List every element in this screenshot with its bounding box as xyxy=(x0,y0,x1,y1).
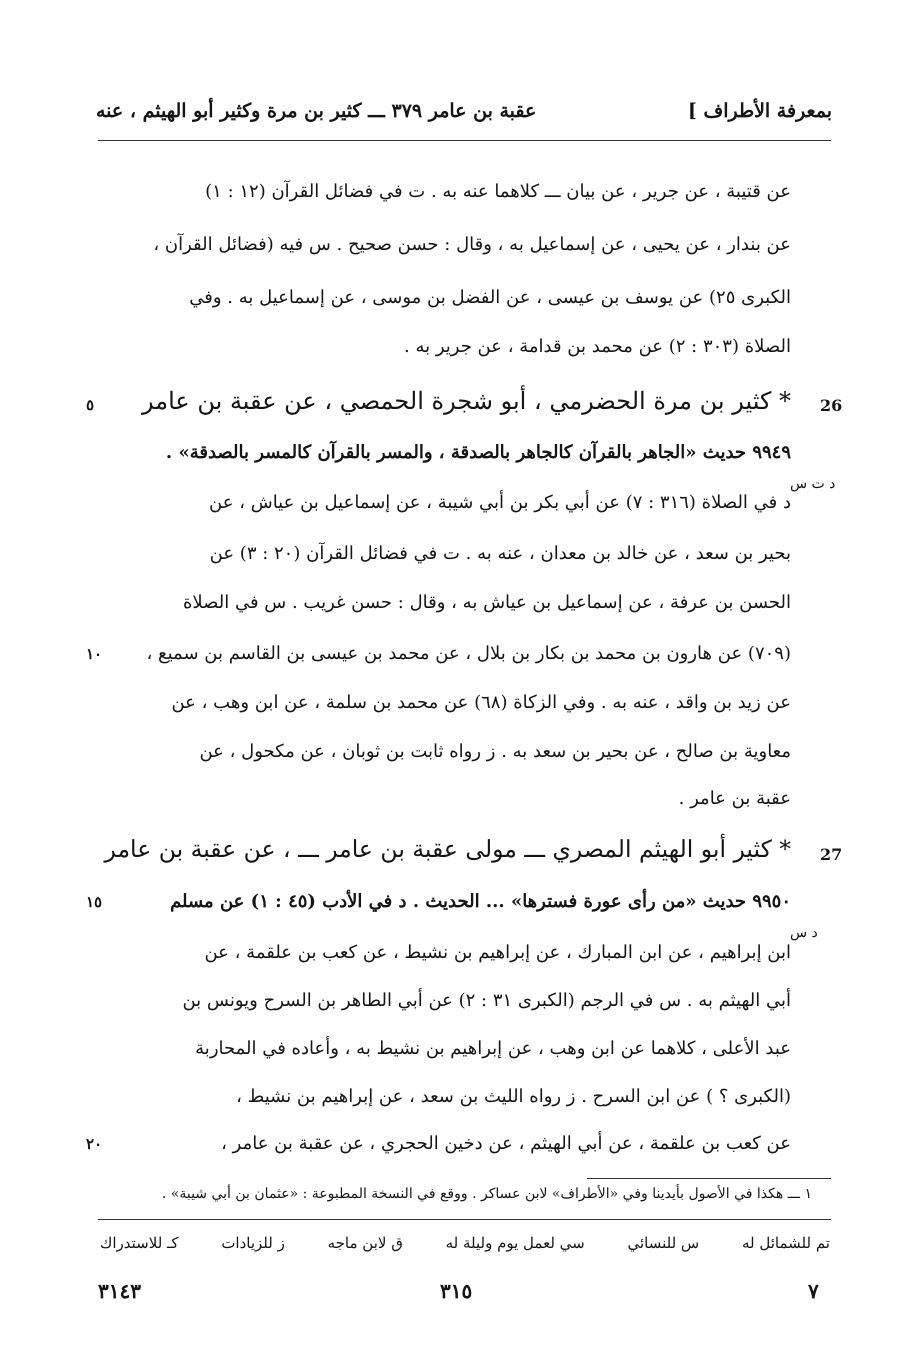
text-line-17: أبي الهيثم به . س في الرجم (الكبرى ٣١ : ٢) عن أبي الطاهر بن السرح ويونس بن xyxy=(182,990,791,1011)
text-line-2: عن بندار ، عن يحيى ، عن إسماعيل به ، وقال : حسن صحيح . س فيه (فضائل القرآن ، xyxy=(153,234,791,255)
hadith-9950: ٩٩٥٠ حديث «من رأى عورة فسترها» ... الحديث . د في الأدب (٤٥ : ١) عن مسلم xyxy=(170,891,791,912)
text-line-20: عن كعب بن علقمة ، عن أبي الهيثم ، عن دخين الحجري ، عن عقبة بن عامر ، xyxy=(221,1133,791,1154)
abbr-amal: سي لعمل يوم وليلة له xyxy=(445,1234,585,1252)
text-line-4: الصلاة (٣٠٣ : ٢) عن محمد بن قدامة ، عن جرير به . xyxy=(404,336,791,357)
abbr-shamail: تم للشمائل له xyxy=(741,1234,830,1252)
entry-heading-26: * كثير بن مرة الحضرمي ، أبو شجرة الحمصي ، عن عقبة بن عامر xyxy=(142,387,791,415)
abbr-istidrak: كـ للاستدراك xyxy=(100,1234,179,1252)
footnote-rule xyxy=(587,1178,831,1179)
abbreviation-key xyxy=(100,1234,830,1252)
text-line-12: معاوية بن صالح ، عن بحير بن سعد به . ز رواه ثابت بن ثوبان ، عن مكحول ، عن xyxy=(199,741,791,762)
text-line-18: عبد الأعلى ، كلاهما عن ابن وهب ، عن إبراهيم بن نشيط به ، وأعاده في المحاربة xyxy=(195,1038,791,1059)
folio-right: ٧ xyxy=(808,1279,819,1303)
text-line-8: بحير بن سعد ، عن خالد بن معدان ، عنه به . ت في فضائل القرآن (٢٠ : ٣) عن xyxy=(209,543,791,564)
line-number-10: ١٠ xyxy=(86,645,103,663)
hadith-9949: ٩٩٤٩ حديث «الجاهر بالقرآن كالجاهر بالصدقة ، والمسر بالقرآن كالمسر بالصدقة» . xyxy=(165,442,791,463)
page-number: ٣١٥ xyxy=(440,1279,473,1303)
line-number-5: ٥ xyxy=(86,396,95,414)
entry-number-26: 26 xyxy=(820,396,843,415)
text-line-19: (الكبرى ؟ ) عن ابن السرح . ز رواه الليث بن سعد ، عن إبراهيم بن نشيط ، xyxy=(236,1086,791,1107)
folio-left: ٣١٤٣ xyxy=(98,1279,141,1303)
text-line-9: الحسن بن عرفة ، عن إسماعيل بن عياش به ، وقال : حسن غريب . س في الصلاة xyxy=(182,592,791,613)
text-line-7: د في الصلاة (٣١٦ : ٧) عن أبي بكر بن أبي شيبة ، عن إسماعيل بن عياش ، عن xyxy=(209,492,791,513)
line-number-20: ٢٠ xyxy=(86,1135,103,1153)
text-line-13: عقبة بن عامر . xyxy=(678,788,791,809)
abbr-nasai: س للنسائي xyxy=(627,1234,700,1252)
line-number-15: ١٥ xyxy=(86,893,103,911)
entry-number-27: 27 xyxy=(820,845,843,864)
text-line-10: (٧٠٩) عن هارون بن محمد بن بكار بن بلال ، عن محمد بن عيسى بن القاسم بن سميع ، xyxy=(146,643,791,664)
header-center: عقبة بن عامر ٣٧٩ ـــ كثير بن مرة وكثير أبو الهيثم ، عنه xyxy=(96,100,537,122)
abbr-ibn-majah: ق لابن ماجه xyxy=(327,1234,403,1252)
sigla-9949: د ت س xyxy=(790,476,836,492)
text-line-11: عن زيد بن واقد ، عنه به . وفي الزكاة (٦٨) عن محمد بن سلمة ، عن ابن وهب ، عن xyxy=(171,692,791,713)
header-right: بمعرفة الأطراف ] xyxy=(687,100,832,122)
footnote: ١ ـــ هكذا في الأصول بأيدينا وفي «الأطراف» لابن عساكر . ووقع في النسخة المطبوعة : «عثمان بن أبي شيبة» . xyxy=(161,1186,812,1202)
header-rule xyxy=(98,140,831,141)
sigla-9950: د س xyxy=(790,925,818,941)
entry-heading-27: * كثير أبو الهيثم المصري ـــ مولى عقبة بن عامر ـــ ، عن عقبة بن عامر xyxy=(104,835,791,863)
abbreviation-rule xyxy=(98,1219,831,1220)
text-line-3: الكبرى ٢٥) عن يوسف بن عيسى ، عن الفضل بن موسى ، عن إسماعيل به . وفي xyxy=(189,287,791,308)
abbr-ziyadat: ز للزيادات xyxy=(221,1234,285,1252)
running-header xyxy=(96,100,832,122)
text-line-16: ابن إبراهيم ، عن ابن المبارك ، عن إبراهيم بن نشيط ، عن كعب بن علقمة ، عن xyxy=(204,942,791,963)
text-line-1: عن قتيبة ، عن جرير ، عن بيان ـــ كلاهما عنه به . ت في فضائل القرآن (١٢ : ١) xyxy=(205,181,791,202)
